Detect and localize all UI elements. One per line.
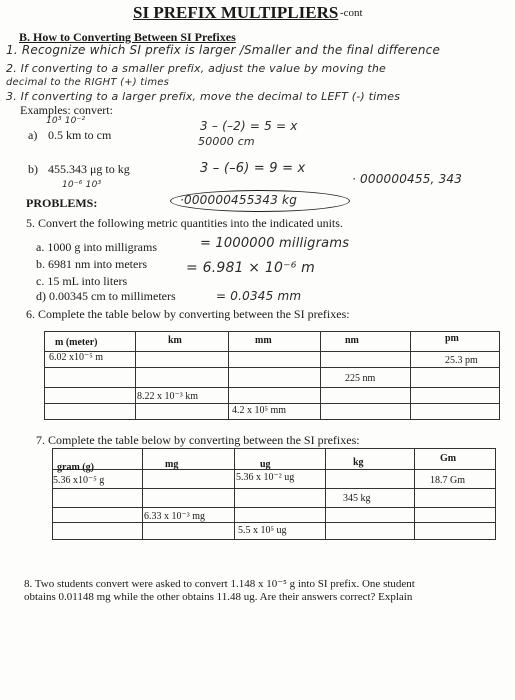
example-a-answer: 50000 cm (198, 135, 255, 148)
q8-line1: 8. Two students convert were asked to convert 1.148 x 10⁻⁵ g into SI prefix. One student (24, 578, 415, 590)
q7-header-mg: mg (165, 459, 179, 470)
example-b-question: 455.343 μg to kg (48, 162, 130, 176)
example-a-work: 3 – (–2) = 5 = x (200, 119, 298, 133)
q6-header-nm: nm (345, 335, 359, 346)
q6-header-km: km (168, 335, 182, 346)
handwritten-step-1: 1. Recognize which SI prefix is larger /Smaller and the final difference (6, 43, 441, 57)
examples-label: Examples: convert: (20, 103, 113, 117)
handwritten-step-2: 2. If converting to a smaller prefix, adjust the value by moving the (6, 62, 387, 75)
q7-value-g: 5.36 x10⁻⁵ g (53, 475, 105, 486)
q5-item-d: d) 0.00345 cm to millimeters (36, 289, 176, 303)
q7-header-ug: ug (260, 459, 271, 470)
example-b-answer-alt: · 000000455, 343 (352, 172, 463, 186)
example-a-exponents: 10³ 10⁻² (46, 116, 86, 126)
q6-value-pm: 25.3 pm (445, 355, 478, 366)
q5-item-a: a. 1000 g into milligrams (36, 240, 157, 254)
q7-value-gm: 18.7 Gm (430, 475, 465, 486)
q6-value-m: 6.02 x10⁻⁵ m (49, 352, 104, 363)
q6-prompt: 6. Complete the table below by converting between the SI prefixes: (26, 307, 350, 321)
problems-label: PROBLEMS: (26, 196, 98, 210)
example-b-label: b) (28, 162, 38, 176)
q7-value-kg: 345 kg (343, 493, 371, 504)
example-a-label: a) (28, 128, 38, 142)
q8-line2: obtains 0.01148 mg while the other obtains 11.48 ug. Are their answers correct? Explain (24, 591, 413, 603)
page-title: SI PREFIX MULTIPLIERS (133, 3, 339, 22)
answer-circle (170, 190, 350, 212)
q7-header-gm: Gm (440, 453, 457, 464)
example-b-answer-circled: ·000000455343 kg (180, 193, 298, 207)
q5-item-c: c. 15 mL into liters (36, 274, 128, 288)
q5-item-b: b. 6981 nm into meters (36, 257, 147, 271)
q5-prompt: 5. Convert the following metric quantities into the indicated units. (26, 216, 343, 230)
q7-prompt: 7. Complete the table below by converting between the SI prefixes: (36, 433, 360, 447)
q6-header-m: m (meter) (55, 337, 98, 348)
q7-value-mg: 6.33 x 10⁻³ mg (144, 511, 206, 522)
q7-header-kg: kg (353, 457, 364, 468)
handwritten-step-3: 3. If converting to a larger prefix, move the decimal to LEFT (-) times (6, 90, 401, 103)
handwritten-step-2-cont: decimal to the RIGHT (+) times (6, 77, 170, 88)
q6-value-nm: 225 nm (345, 373, 376, 384)
q7-value-ug-row1: 5.36 x 10⁻² ug (236, 472, 295, 483)
q6-header-mm: mm (255, 335, 272, 346)
q6-value-mm: 4.2 x 10⁵ mm (232, 405, 287, 416)
q6-header-pm: pm (445, 333, 459, 344)
q7-value-ug: 5.5 x 10⁵ ug (238, 525, 287, 536)
example-b-exponents: 10⁻⁶ 10³ (62, 180, 102, 190)
section-heading: B. How to Converting Between SI Prefixes (19, 30, 236, 44)
title-suffix: -cont (340, 7, 363, 19)
q7-header-g: gram (g) (57, 462, 94, 473)
example-b-work: 3 – (–6) = 9 = x (200, 161, 306, 176)
q5-answer-b: = 6.981 × 10⁻⁶ m (186, 260, 315, 276)
q5-answer-a: = 1000000 milligrams (200, 236, 350, 251)
q5-answer-d: = 0.0345 mm (216, 289, 302, 303)
example-a-question: 0.5 km to cm (48, 128, 112, 142)
q6-value-km: 8.22 x 10⁻³ km (137, 391, 199, 402)
